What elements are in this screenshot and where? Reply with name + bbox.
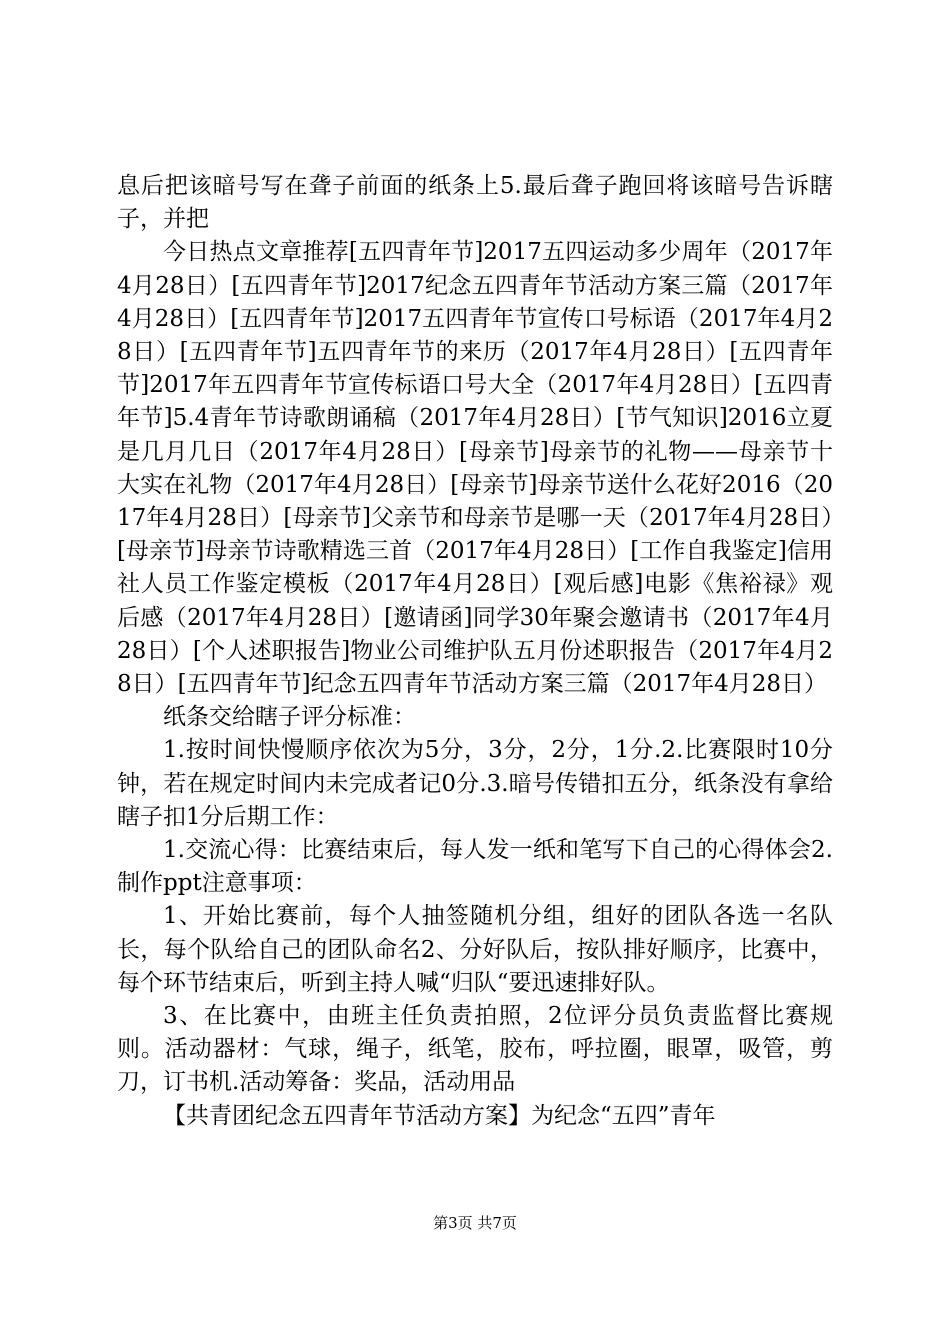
- page-footer: 第3页 共7页: [433, 1214, 517, 1232]
- paragraph-notes-3: 3、在比赛中，由班主任负责拍照，2位评分员负责监督比赛规则。活动器材：气球，绳子，纸笔，胶布，呼拉圈，眼罩，吸管，剪刀，订书机.活动筹备：奖品，活动用品: [117, 1003, 833, 1096]
- document-body: [117, 170, 833, 1133]
- paragraph-next-plan: 【共青团纪念五四青年节活动方案】为纪念“五四”青年: [163, 1102, 716, 1129]
- paragraph-hot-articles: 今日热点文章推荐[五四青年节]2017五四运动多少周年（2017年4月28日）[五四青年节]2017纪念五四青年节活动方案三篇（2017年4月28日）[五四青年节]2017五四青年节宣传口号标语（2017年4月28日）[五四青年节]五四青年节的来历（2017年4月28日）[五四青年节]2017年五四青年节宣传标语口号大全（2017年4月28日）[五四青年节]5.4青年节诗歌朗诵稿（2017年4月28日）[节气知识]2016立夏是几月几日（2017年4月28日）[母亲节]母亲节的礼物——母亲节十大实在礼物（2017年4月28日）[母亲节]母亲节送什么花好2016（2017年4月28日）[母亲节]父亲节和母亲节是哪一天（2017年4月28日）[母亲节]母亲节诗歌精选三首（2017年4月28日）[工作自我鉴定]信用社人员工作鉴定模板（2017年4月28日）[观后感]电影《焦裕禄》观后感（2017年4月28日）[邀请函]同学30年聚会邀请书（2017年4月28日）[个人述职报告]物业公司维护队五月份述职报告（2017年4月28日）[五四青年节]纪念五四青年节活动方案三篇（2017年4月28日）: [117, 239, 833, 698]
- paragraph-continuation: 息后把该暗号写在聋子前面的纸条上5.最后聋子跑回将该暗号告诉瞎子，并把: [117, 173, 833, 233]
- paragraph-scoring-rules: 1.按时间快慢顺序依次为5分，3分，2分，1分.2.比赛限时10分钟，若在规定时间内未完成者记0分.3.暗号传错扣五分，纸条没有拿给瞎子扣1分后期工作：: [117, 737, 833, 830]
- paragraph-notes-1: 1、开始比赛前，每个人抽签随机分组，组好的团队各选一名队长，每个队给自己的团队命名2、分好队后，按队排好顺序，比赛中，每个环节结束后，听到主持人喊“归队“要迅速排好队。: [117, 903, 833, 996]
- paragraph-scoring-heading: 纸条交给瞎子评分标准：: [163, 704, 416, 731]
- paragraph-follow-up: 1.交流心得：比赛结束后，每人发一纸和笔写下自己的心得体会2.制作ppt注意事项：: [117, 837, 833, 897]
